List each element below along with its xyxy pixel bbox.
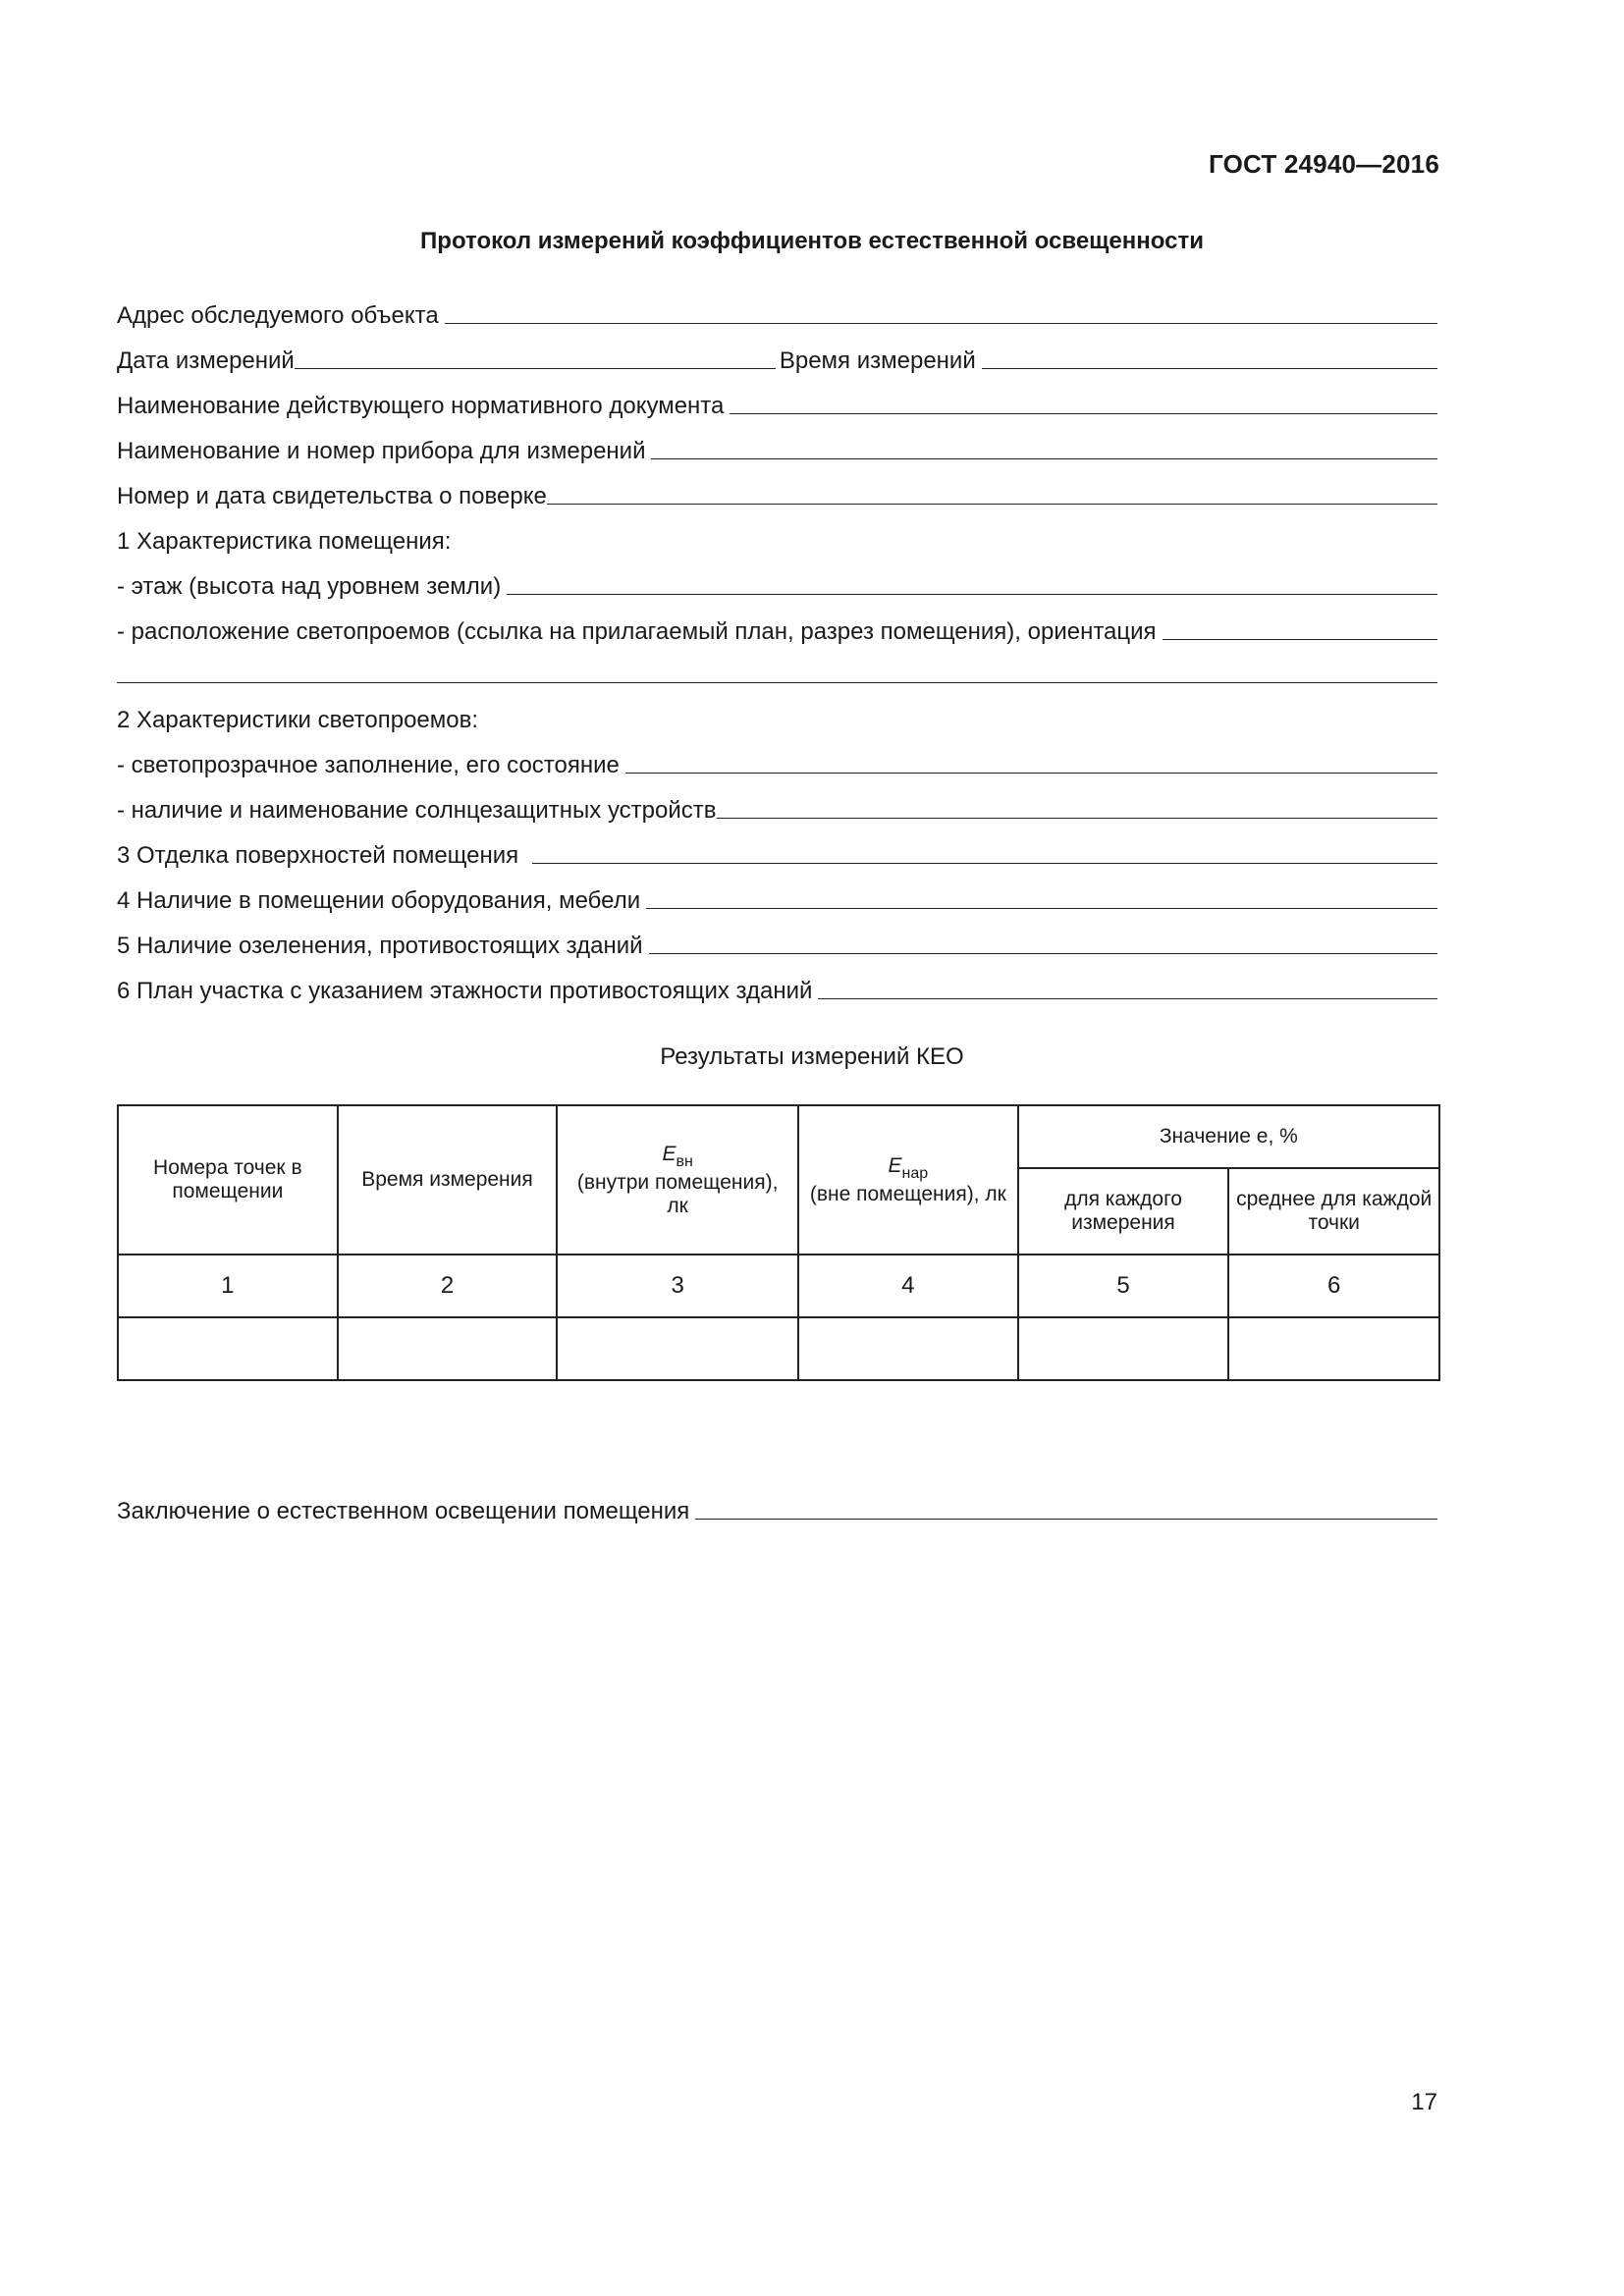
shading-row — [117, 779, 1437, 825]
floor-field[interactable] — [507, 594, 1437, 595]
openings-location-label: - расположение светопроемов (ссылка на прилагаемый план, разрез помещения), ориентация — [117, 618, 1157, 645]
openings-location-continuation-field[interactable] — [117, 682, 1437, 683]
conclusion-label: Заключение о естественном освещении помещения — [117, 1498, 690, 1524]
header-each-measurement: для каждого измерения — [1018, 1168, 1229, 1255]
room-heading-row — [117, 510, 1437, 556]
column-number: 3 — [557, 1255, 798, 1317]
time-field[interactable] — [982, 368, 1437, 369]
column-number: 2 — [338, 1255, 558, 1317]
table-cell[interactable] — [1228, 1317, 1439, 1380]
glazing-field[interactable] — [625, 773, 1437, 774]
date-label: Дата измерений — [117, 347, 295, 374]
normative-doc-label: Наименование действующего нормативного документа — [117, 393, 725, 419]
equipment-row — [117, 870, 1437, 915]
address-row — [117, 285, 1437, 330]
openings-location-field[interactable] — [1163, 639, 1437, 640]
certificate-row — [117, 465, 1437, 510]
results-title: Результаты измерений КЕО — [660, 1043, 964, 1070]
document-title: Протокол измерений коэффициентов естественной освещенности — [420, 228, 1204, 254]
column-number: 1 — [118, 1255, 338, 1317]
conclusion-row — [117, 1480, 1437, 1525]
normative-doc-field[interactable] — [730, 413, 1437, 414]
room-heading: 1 Характеристика помещения: — [117, 528, 452, 555]
address-label: Адрес обследуемого объекта — [117, 302, 439, 329]
certificate-label: Номер и дата свидетельства о поверке — [117, 483, 547, 509]
header-e-out — [798, 1105, 1018, 1255]
header-e-in — [557, 1105, 798, 1255]
column-number: 5 — [1018, 1255, 1229, 1317]
e-out-symbol: E — [888, 1153, 902, 1177]
conclusion-section — [117, 1480, 1437, 1525]
finish-row — [117, 825, 1437, 870]
date-field[interactable] — [295, 368, 776, 369]
page-number: 17 — [1411, 2089, 1437, 2115]
conclusion-field[interactable] — [695, 1519, 1437, 1520]
protocol-form — [117, 285, 1437, 1005]
table-cell[interactable] — [798, 1317, 1018, 1380]
normative-doc-row — [117, 375, 1437, 420]
table-row — [118, 1317, 1439, 1380]
greenery-label: 5 Наличие озеленения, противостоящих зданий — [117, 933, 643, 959]
table-cell[interactable] — [118, 1317, 338, 1380]
openings-location-continuation-row — [117, 646, 1437, 689]
site-plan-field[interactable] — [818, 998, 1437, 999]
time-label: Время измерений — [779, 347, 976, 374]
instrument-field[interactable] — [651, 458, 1437, 459]
greenery-row — [117, 915, 1437, 960]
column-number: 6 — [1228, 1255, 1439, 1317]
table-cell[interactable] — [338, 1317, 558, 1380]
openings-heading: 2 Характеристики светопроемов: — [117, 707, 479, 733]
openings-heading-row — [117, 689, 1437, 734]
address-field[interactable] — [445, 323, 1437, 324]
table-cell[interactable] — [557, 1317, 798, 1380]
date-time-row — [117, 330, 1437, 375]
table-cell[interactable] — [1018, 1317, 1229, 1380]
greenery-field[interactable] — [649, 953, 1437, 954]
certificate-field[interactable] — [547, 504, 1437, 505]
standard-number: ГОСТ 24940—2016 — [1209, 149, 1439, 179]
column-number: 4 — [798, 1255, 1018, 1317]
e-out-subscript: нар — [901, 1164, 929, 1182]
column-number-row — [118, 1255, 1439, 1317]
header-value-group: Значение e, % — [1018, 1105, 1439, 1168]
instrument-row — [117, 420, 1437, 465]
header-time: Время измерения — [338, 1105, 558, 1255]
e-out-text: (вне помещения), лк — [809, 1182, 1006, 1205]
header-avg-per-point: среднее для каждой точки — [1228, 1168, 1439, 1255]
shading-field[interactable] — [717, 818, 1437, 819]
e-in-symbol: E — [662, 1142, 677, 1165]
floor-label: - этаж (высота над уровнем земли) — [117, 573, 502, 600]
e-in-text: (внутри помещения), лк — [576, 1170, 779, 1217]
site-plan-label: 6 План участка с указанием этажности противостоящих зданий — [117, 978, 813, 1004]
equipment-field[interactable] — [646, 908, 1437, 909]
equipment-label: 4 Наличие в помещении оборудования, мебели — [117, 887, 641, 914]
finish-label: 3 Отделка поверхностей помещения — [117, 842, 519, 869]
e-in-subscript: вн — [676, 1152, 693, 1170]
floor-row — [117, 556, 1437, 601]
glazing-label: - светопрозрачное заполнение, его состояние — [117, 752, 620, 778]
table-header-row — [118, 1105, 1439, 1168]
header-points: Номера точек в помещении — [118, 1105, 338, 1255]
shading-label: - наличие и наименование солнцезащитных устройств — [117, 797, 717, 824]
glazing-row — [117, 734, 1437, 779]
site-plan-row — [117, 960, 1437, 1005]
finish-field[interactable] — [532, 863, 1437, 864]
results-table — [117, 1104, 1440, 1381]
openings-location-row — [117, 601, 1437, 646]
instrument-label: Наименование и номер прибора для измерений — [117, 438, 646, 464]
